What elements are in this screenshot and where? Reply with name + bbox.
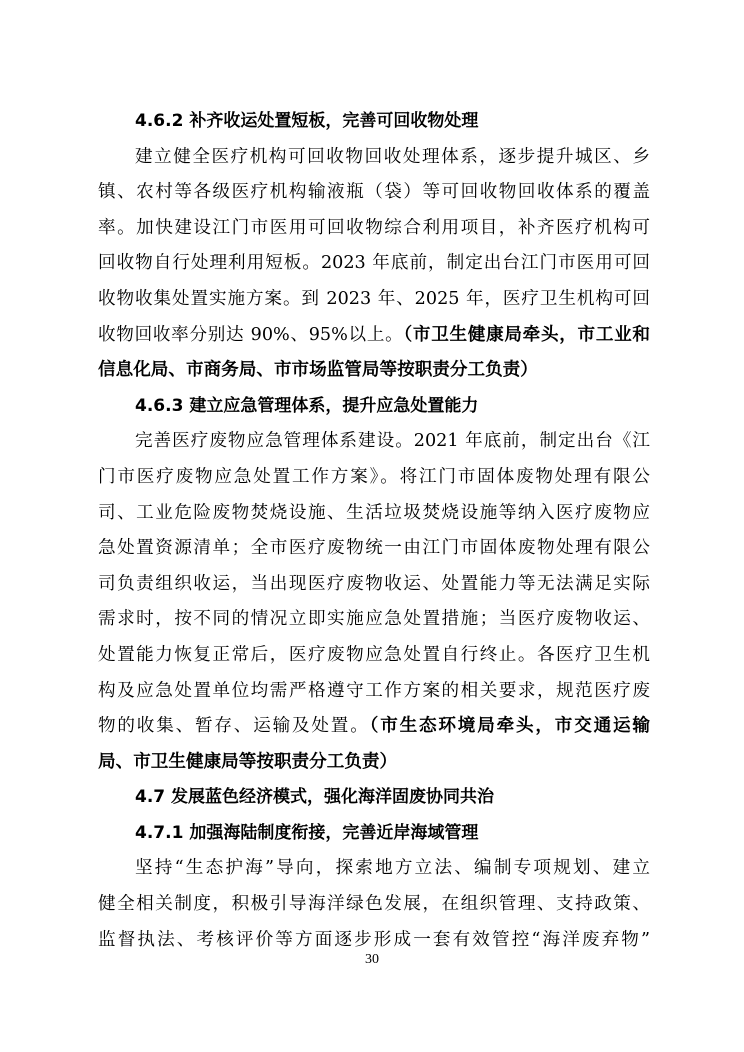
- paragraph-line: 司、工业危险废物焚烧设施、生活垃圾焚烧设施等纳入医疗废物应: [98, 502, 650, 523]
- paragraph-line: 回收物自行处理利用短板。2023 年底前，制定出台江门市医用可回: [98, 253, 650, 274]
- responsibility-note: （市卫生健康局牵头，市工业和: [403, 324, 650, 345]
- paragraph-line: 率。加快建设江门市医用可回收物综合利用项目，补齐医疗机构可: [98, 217, 650, 238]
- paragraph-line: 坚持“生态护海”导向，探索地方立法、编制专项规划、建立: [135, 858, 650, 879]
- paragraph-line: 构及应急处置单位均需严格遵守工作方案的相关要求，规范医疗废: [98, 680, 650, 701]
- paragraph-line: 急处置资源清单；全市医疗废物统一由江门市固体废物处理有限公: [98, 538, 650, 559]
- paragraph-ocean: [98, 851, 650, 958]
- paragraph-line: 镇、农村等各级医疗机构输液瓶（袋）等可回收物回收体系的覆盖: [98, 182, 650, 203]
- responsibility-note: （市生态环境局牵头，市交通运输: [369, 716, 650, 737]
- page-content: [98, 104, 650, 958]
- paragraph-line: 健全相关制度，积极引导海洋绿色发展，在组织管理、支持政策、: [98, 894, 650, 915]
- paragraph-line: [98, 318, 650, 354]
- section-heading-4-6-2: 4.6.2 补齐收运处置短板，完善可回收物处理: [135, 111, 479, 131]
- paragraph-emergency: [98, 424, 650, 780]
- paragraph-line: 需求时，按不同的情况立即实施应急处置措施；当医疗废物收运、: [98, 609, 650, 630]
- paragraph-line: 完善医疗废物应急管理体系建设。2021 年底前，制定出台《江: [135, 431, 650, 452]
- paragraph-recyclables: [98, 140, 650, 389]
- paragraph-line: 处置能力恢复正常后，医疗废物应急处置自行终止。各医疗卫生机: [98, 644, 650, 665]
- paragraph-line: 门市医疗废物应急处置工作方案》。将江门市固体废物处理有限公: [98, 466, 650, 487]
- paragraph-line: 收物收集处置实施方案。到 2023 年、2025 年，医疗卫生机构可回: [98, 288, 650, 309]
- responsibility-note: 信息化局、市商务局、市市场监管局等按职责分工负责）: [98, 360, 538, 381]
- paragraph-line: 建立健全医疗机构可回收物回收处理体系，逐步提升城区、乡: [135, 146, 650, 167]
- paragraph-text: 收物回收率分别达 90%、95%以上。: [98, 324, 404, 345]
- paragraph-line: 监督执法、考核评价等方面逐步形成一套有效管控“海洋废弃物”: [98, 929, 650, 950]
- paragraph-line: [98, 709, 650, 745]
- responsibility-note: 局、市卫生健康局等按职责分工负责）: [98, 751, 398, 772]
- section-heading-4-6-3: 4.6.3 建立应急管理体系，提升应急处置能力: [135, 395, 479, 416]
- paragraph-line: 司负责组织收运，当出现医疗废物收运、处置能力等无法满足实际: [98, 573, 650, 594]
- page-number: 30: [365, 952, 379, 967]
- section-heading-4-7-1: 4.7.1 加强海陆制度衔接，完善近岸海域管理: [135, 822, 479, 843]
- section-heading-4-7: 4.7 发展蓝色经济模式，强化海洋固废协同共治: [135, 787, 495, 808]
- paragraph-text: 物的收集、暂存、运输及处置。: [98, 716, 370, 737]
